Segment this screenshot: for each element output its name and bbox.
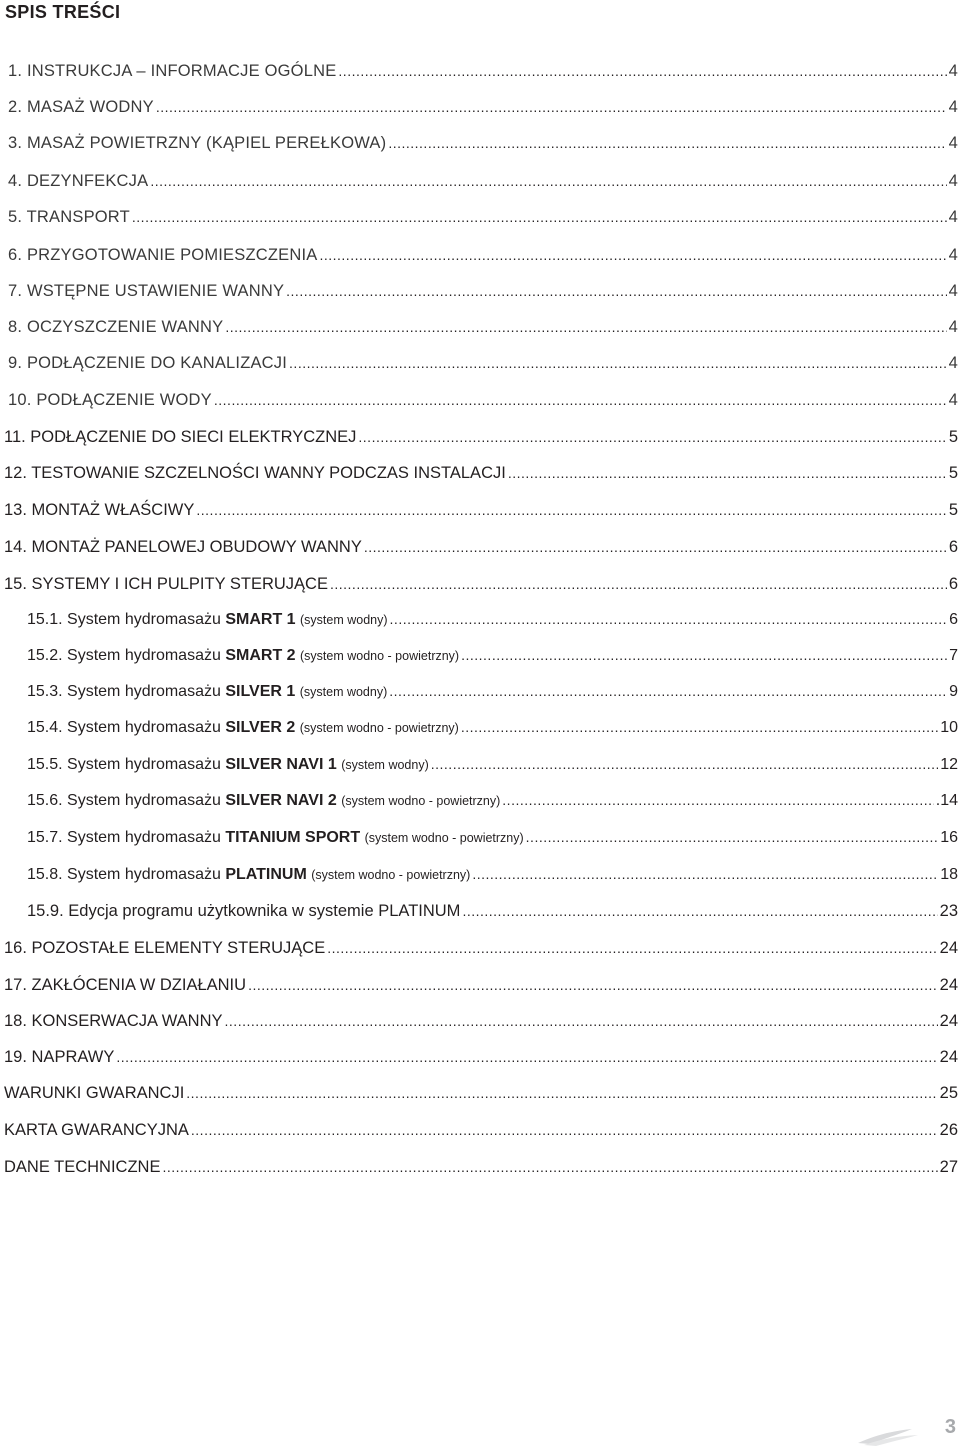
toc-entry-text: 4. DEZYNFEKCJA: [8, 172, 149, 190]
system-type-note: (system wodno - powietrzny): [300, 649, 460, 663]
toc-entry-page: 6: [948, 538, 958, 556]
toc-entry[interactable]: [0, 501, 958, 523]
system-name: TITANIUM SPORT: [225, 829, 361, 846]
toc-entry[interactable]: [0, 391, 958, 413]
toc-entry-label: [0, 1158, 160, 1177]
dot-leader: [132, 209, 947, 225]
toc-entry[interactable]: [0, 246, 958, 268]
toc-entry-label: [0, 464, 506, 483]
dot-leader: [389, 683, 947, 699]
dot-leader: [330, 576, 947, 592]
system-type-note: (system wodny): [300, 613, 388, 627]
dot-leader: [162, 1159, 937, 1175]
dot-leader: [508, 465, 947, 481]
toc-entry-label: [0, 829, 524, 847]
toc-entry-text: 12. TESTOWANIE SZCZELNOŚCI WANNY PODCZAS INSTALACJI: [4, 464, 506, 482]
system-type-note: (system wodno - powietrzny): [311, 868, 471, 882]
toc-entry-page: 7: [949, 647, 958, 664]
toc-entry-label: [0, 172, 148, 191]
system-name: SMART 2: [225, 647, 296, 664]
toc-entry-text: 15.9. Edycja programu użytkownika w systemie PLATINUM: [27, 902, 461, 920]
system-name: SILVER 2: [225, 719, 296, 736]
dot-leader: [225, 319, 946, 335]
toc-entry-text: 8. OCZYSZCZENIE WANNY: [8, 318, 224, 336]
toc-entry-text: 7. WSTĘPNE USTAWIENIE WANNY: [8, 282, 285, 300]
wave-logo-icon: [840, 1407, 960, 1447]
toc-entry[interactable]: [0, 98, 958, 120]
toc-entry-page: 4: [948, 208, 958, 226]
dot-leader: [461, 647, 947, 663]
toc-entry-text: 2. MASAŻ WODNY: [8, 98, 154, 116]
toc-entry[interactable]: [0, 719, 958, 741]
toc-entry-page: 4: [948, 391, 958, 409]
toc-entry-text: 11. PODŁĄCZENIE DO SIECI ELEKTRYCZNEJ: [4, 428, 357, 446]
toc-entry-text: 3. MASAŻ POWIETRZNY (KĄPIEL PEREŁKOWA): [8, 134, 387, 152]
toc-entry[interactable]: [0, 62, 958, 84]
toc-entry-label: [0, 611, 388, 629]
toc-entry[interactable]: [0, 318, 958, 340]
toc-entry-text: 19. NAPRAWY: [4, 1048, 115, 1066]
dot-leader: [461, 719, 938, 735]
dot-leader: [431, 756, 938, 772]
system-type-note: (system wodno - powietrzny): [364, 831, 524, 845]
dot-leader: [319, 247, 946, 263]
toc-entry-label: [0, 282, 284, 301]
toc-entry-page: 23: [939, 902, 958, 920]
dot-leader: [462, 903, 937, 919]
toc-entry[interactable]: [0, 1084, 958, 1106]
toc-entry-label: [0, 501, 194, 520]
toc-entry-label: [0, 98, 154, 117]
toc-entry-label: [0, 246, 317, 265]
toc-entry-text: 6. PRZYGOTOWANIE POMIESZCZENIA: [8, 246, 318, 264]
toc-entry-text: 15.3. System hydromasażu: [27, 683, 221, 700]
toc-entry-page: 4: [948, 354, 958, 372]
toc-entry[interactable]: [0, 939, 958, 961]
system-type-note: (system wodny): [299, 685, 388, 699]
toc-entry-label: [0, 1048, 114, 1067]
toc-entry-label: [0, 719, 459, 737]
toc-entry-page: .14: [935, 792, 958, 809]
toc-entry[interactable]: [0, 1121, 958, 1143]
toc-entry-text: 15.8. System hydromasażu: [27, 866, 221, 883]
dot-leader: [156, 99, 947, 115]
toc-entry-text: 14. MONTAŻ PANELOWEJ OBUDOWY WANNY: [4, 538, 362, 556]
toc-entry-text: 5. TRANSPORT: [8, 208, 130, 226]
dot-leader: [286, 283, 946, 299]
toc-entry-page: 25: [939, 1084, 958, 1102]
toc-entry[interactable]: [0, 902, 958, 924]
toc-entry[interactable]: [0, 866, 958, 888]
toc-entry-page: 10: [940, 719, 958, 736]
toc-entry-page: 4: [948, 62, 958, 80]
toc-entry-label: [0, 318, 223, 337]
toc-entry-page: 9: [949, 683, 958, 700]
toc-entry-page: 24: [939, 939, 958, 957]
toc-entry[interactable]: [0, 683, 958, 705]
toc-entry-text: 15.7. System hydromasażu: [27, 829, 221, 846]
toc-entry[interactable]: [0, 756, 958, 778]
page-footer: [840, 1407, 960, 1447]
toc-entry[interactable]: [0, 976, 958, 998]
toc-entry[interactable]: [0, 647, 958, 669]
dot-leader: [196, 502, 946, 518]
toc-entry-label: [0, 134, 386, 153]
toc-entry-label: [0, 683, 387, 701]
page-number: 3: [944, 1416, 956, 1438]
toc-entry[interactable]: [0, 575, 958, 597]
dot-leader: [526, 829, 939, 845]
toc-entry-label: [0, 62, 336, 81]
toc-entry[interactable]: [0, 428, 958, 450]
dot-leader: [191, 1122, 938, 1138]
toc-entry[interactable]: [0, 792, 958, 814]
toc-entry-text: 15.2. System hydromasażu: [27, 647, 221, 664]
toc-entry-text: 15. SYSTEMY I ICH PULPITY STERUJĄCE: [4, 575, 328, 593]
dot-leader: [338, 63, 946, 79]
dot-leader: [289, 355, 947, 371]
toc-entry-page: 4: [948, 98, 958, 116]
toc-entry-page: 4: [948, 246, 958, 264]
toc-entry-page: 5: [948, 464, 958, 482]
toc-entry-label: [0, 866, 470, 884]
toc-entry-text: 15.6. System hydromasażu: [27, 792, 221, 809]
dot-leader: [388, 135, 946, 151]
toc-entry[interactable]: [0, 208, 958, 230]
toc-entry[interactable]: [0, 134, 958, 156]
system-name: SMART 1: [225, 611, 296, 628]
toc-entry-label: [0, 976, 246, 995]
page-title: SPIS TREŚCI: [5, 2, 121, 22]
toc-entry-text: 15.4. System hydromasażu: [27, 719, 221, 736]
toc-entry-label: [0, 208, 130, 227]
dot-leader: [225, 1013, 938, 1029]
toc-entry[interactable]: [0, 464, 958, 486]
toc-entry-text: 15.1. System hydromasażu: [27, 611, 221, 628]
toc-entry-label: [0, 1012, 223, 1031]
toc-entry-label: [0, 1084, 184, 1103]
toc-entry-page: 5: [948, 501, 958, 519]
toc-entry-label: [0, 354, 287, 373]
toc-entry[interactable]: [0, 611, 958, 633]
dot-leader: [214, 392, 947, 408]
toc-entry-page: 18: [940, 866, 958, 883]
dot-leader: [116, 1049, 937, 1065]
toc-entry[interactable]: [0, 354, 958, 376]
toc-entry-label: [0, 756, 429, 774]
dot-leader: [502, 792, 933, 808]
system-type-note: (system wodno - powietrzny): [341, 794, 501, 808]
system-name: SILVER NAVI 2: [225, 792, 337, 809]
system-name: PLATINUM: [225, 866, 307, 883]
toc-entry-page: 26: [939, 1121, 958, 1139]
toc-entry-text: 15.5. System hydromasażu: [27, 756, 221, 773]
toc-entry[interactable]: [0, 1012, 958, 1034]
toc-entry-label: [0, 575, 328, 594]
system-name: SILVER 1: [225, 683, 296, 700]
toc-entry-label: [0, 391, 212, 410]
toc-entry[interactable]: [0, 829, 958, 851]
toc-entry[interactable]: [0, 1048, 958, 1070]
toc-entry-label: [0, 902, 460, 921]
toc-entry-text: WARUNKI GWARANCJI: [4, 1084, 185, 1102]
toc-entry-page: 4: [948, 134, 958, 152]
dot-leader: [248, 977, 938, 993]
toc-entry-text: 17. ZAKŁÓCENIA W DZIAŁANIU: [4, 976, 247, 994]
system-type-note: (system wodny): [341, 758, 429, 772]
toc-entry-text: 16. POZOSTAŁE ELEMENTY STERUJĄCE: [4, 939, 326, 957]
toc-entry[interactable]: [0, 1158, 958, 1180]
toc-entry-text: 1. INSTRUKCJA – INFORMACJE OGÓLNE: [8, 62, 337, 80]
toc-entry-text: DANE TECHNICZNE: [4, 1158, 161, 1176]
toc-entry-page: 12: [940, 756, 958, 773]
toc-entry-page: 24: [939, 1012, 958, 1030]
toc-entry-page: 4: [948, 172, 958, 190]
toc-entry-label: [0, 792, 500, 810]
dot-leader: [358, 429, 946, 445]
dot-leader: [150, 173, 946, 189]
toc-entry-page: 6: [948, 575, 958, 593]
toc-entry-page: 6: [949, 611, 958, 628]
system-name: SILVER NAVI 1: [225, 756, 337, 773]
toc-entry-page: 24: [939, 1048, 958, 1066]
toc-entry-text: 9. PODŁĄCZENIE DO KANALIZACJI: [8, 354, 288, 372]
toc-entry-text: 10. PODŁĄCZENIE WODY: [8, 391, 212, 409]
toc-entry-page: 4: [948, 318, 958, 336]
toc-entry[interactable]: [0, 538, 958, 560]
toc-entry-page: 27: [939, 1158, 958, 1176]
toc-entry[interactable]: [0, 172, 958, 194]
dot-leader: [472, 866, 938, 882]
toc-entry-page: 4: [948, 282, 958, 300]
dot-leader: [327, 940, 937, 956]
toc-entry-label: [0, 1121, 189, 1140]
dot-leader: [364, 539, 947, 555]
toc-entry-text: KARTA GWARANCYJNA: [4, 1121, 189, 1139]
toc-entry-text: 18. KONSERWACJA WANNY: [4, 1012, 223, 1030]
system-type-note: (system wodno - powietrzny): [299, 721, 459, 735]
toc-entry-label: [0, 647, 459, 665]
toc-entry-label: [0, 939, 325, 958]
toc-entry-label: [0, 428, 356, 447]
toc-entry-text: 13. MONTAŻ WŁAŚCIWY: [4, 501, 195, 519]
dot-leader: [186, 1085, 937, 1101]
toc-entry-page: 16: [940, 829, 958, 846]
dot-leader: [390, 611, 948, 627]
toc-entry-page: 24: [939, 976, 958, 994]
toc-entry-label: [0, 538, 362, 557]
toc-entry[interactable]: [0, 282, 958, 304]
toc-entry-page: 5: [948, 428, 958, 446]
